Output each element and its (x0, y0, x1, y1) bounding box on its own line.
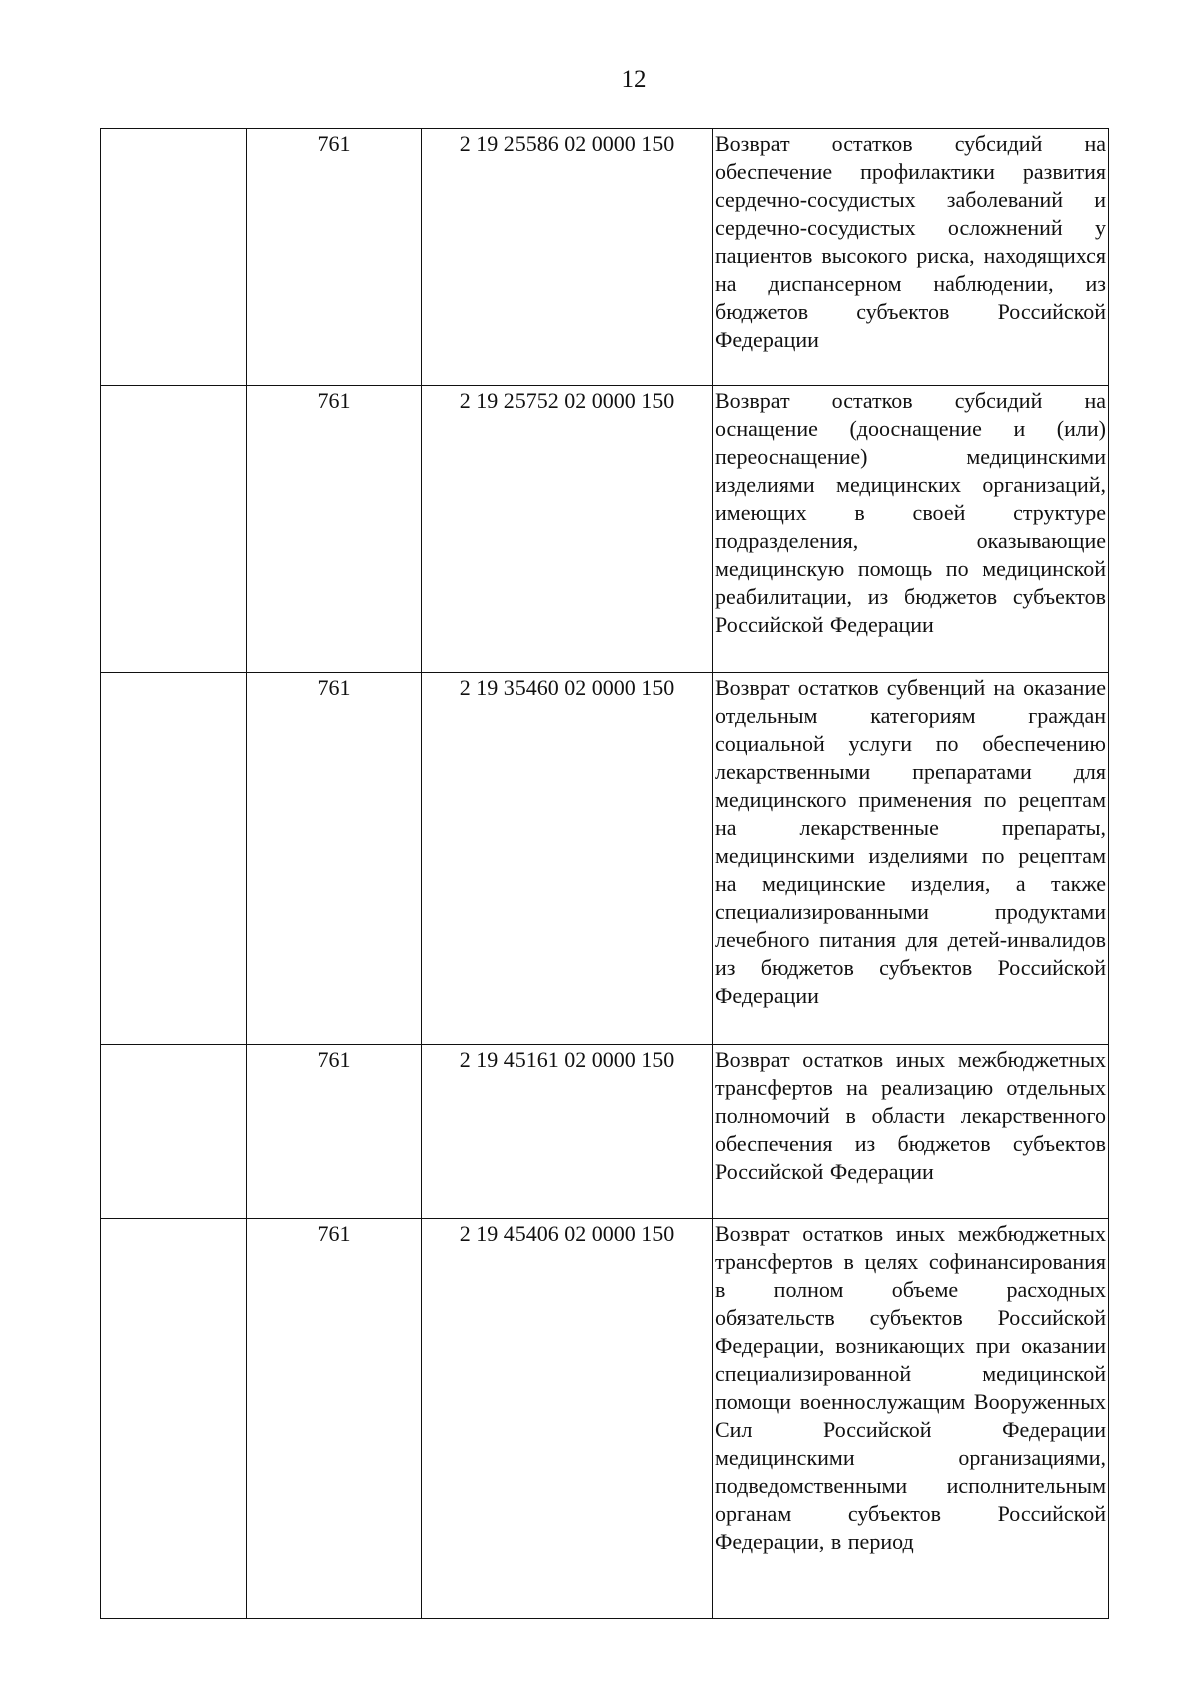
income-code-cell: 2 19 45161 02 0000 150 (422, 1045, 713, 1219)
description-cell: Возврат остатков субвенций на оказание отдельным категориям граждан социальной услуги по обеспечению лекарственными препаратами для медицинского применения по рецептам на лекарственные препараты, медицинскими изделиями по рецептам на медицинские изделия, а также специализированными продуктами лечебного питания для детей-инвалидов из бюджетов субъектов Российской Федерации (713, 673, 1109, 1045)
table-row (101, 386, 1109, 673)
income-code-cell: 2 19 25752 02 0000 150 (422, 386, 713, 673)
description-cell: Возврат остатков субсидий на обеспечение профилактики развития сердечно-сосудистых заболеваний и сердечно-сосудистых осложнений у пациентов высокого риска, находящихся на диспансерном наблюдении, из бюджетов субъектов Российской Федерации (713, 129, 1109, 386)
page-number: 12 (621, 66, 647, 93)
admin-code-cell: 761 (247, 129, 422, 386)
empty-cell (101, 129, 247, 386)
income-code-cell: 2 19 25586 02 0000 150 (422, 129, 713, 386)
table-row (101, 1045, 1109, 1219)
income-code-cell: 2 19 45406 02 0000 150 (422, 1219, 713, 1619)
empty-cell (101, 673, 247, 1045)
admin-code-cell: 761 (247, 1219, 422, 1619)
budget-classification-table (100, 128, 1109, 1619)
table-row (101, 129, 1109, 386)
description-cell: Возврат остатков иных межбюджетных трансфертов в целях софинансирования в полном объеме расходных обязательств субъектов Российской Федерации, возникающих при оказании специализированной медицинской помощи военнослужащим Вооруженных Сил Российской Федерации медицинскими организациями, подведомственными исполнительным органам субъектов Российской Федерации, в период (713, 1219, 1109, 1619)
description-cell: Возврат остатков иных межбюджетных трансфертов на реализацию отдельных полномочий в области лекарственного обеспечения из бюджетов субъектов Российской Федерации (713, 1045, 1109, 1219)
empty-cell (101, 386, 247, 673)
admin-code-cell: 761 (247, 673, 422, 1045)
income-code-cell: 2 19 35460 02 0000 150 (422, 673, 713, 1045)
description-cell: Возврат остатков субсидий на оснащение (дооснащение и (или) переоснащение) медицинскими изделиями медицинских организаций, имеющих в своей структуре подразделения, оказывающие медицинскую помощь по медицинской реабилитации, из бюджетов субъектов Российской Федерации (713, 386, 1109, 673)
admin-code-cell: 761 (247, 1045, 422, 1219)
table-row (101, 1219, 1109, 1619)
admin-code-cell: 761 (247, 386, 422, 673)
table-row (101, 673, 1109, 1045)
empty-cell (101, 1219, 247, 1619)
empty-cell (101, 1045, 247, 1219)
